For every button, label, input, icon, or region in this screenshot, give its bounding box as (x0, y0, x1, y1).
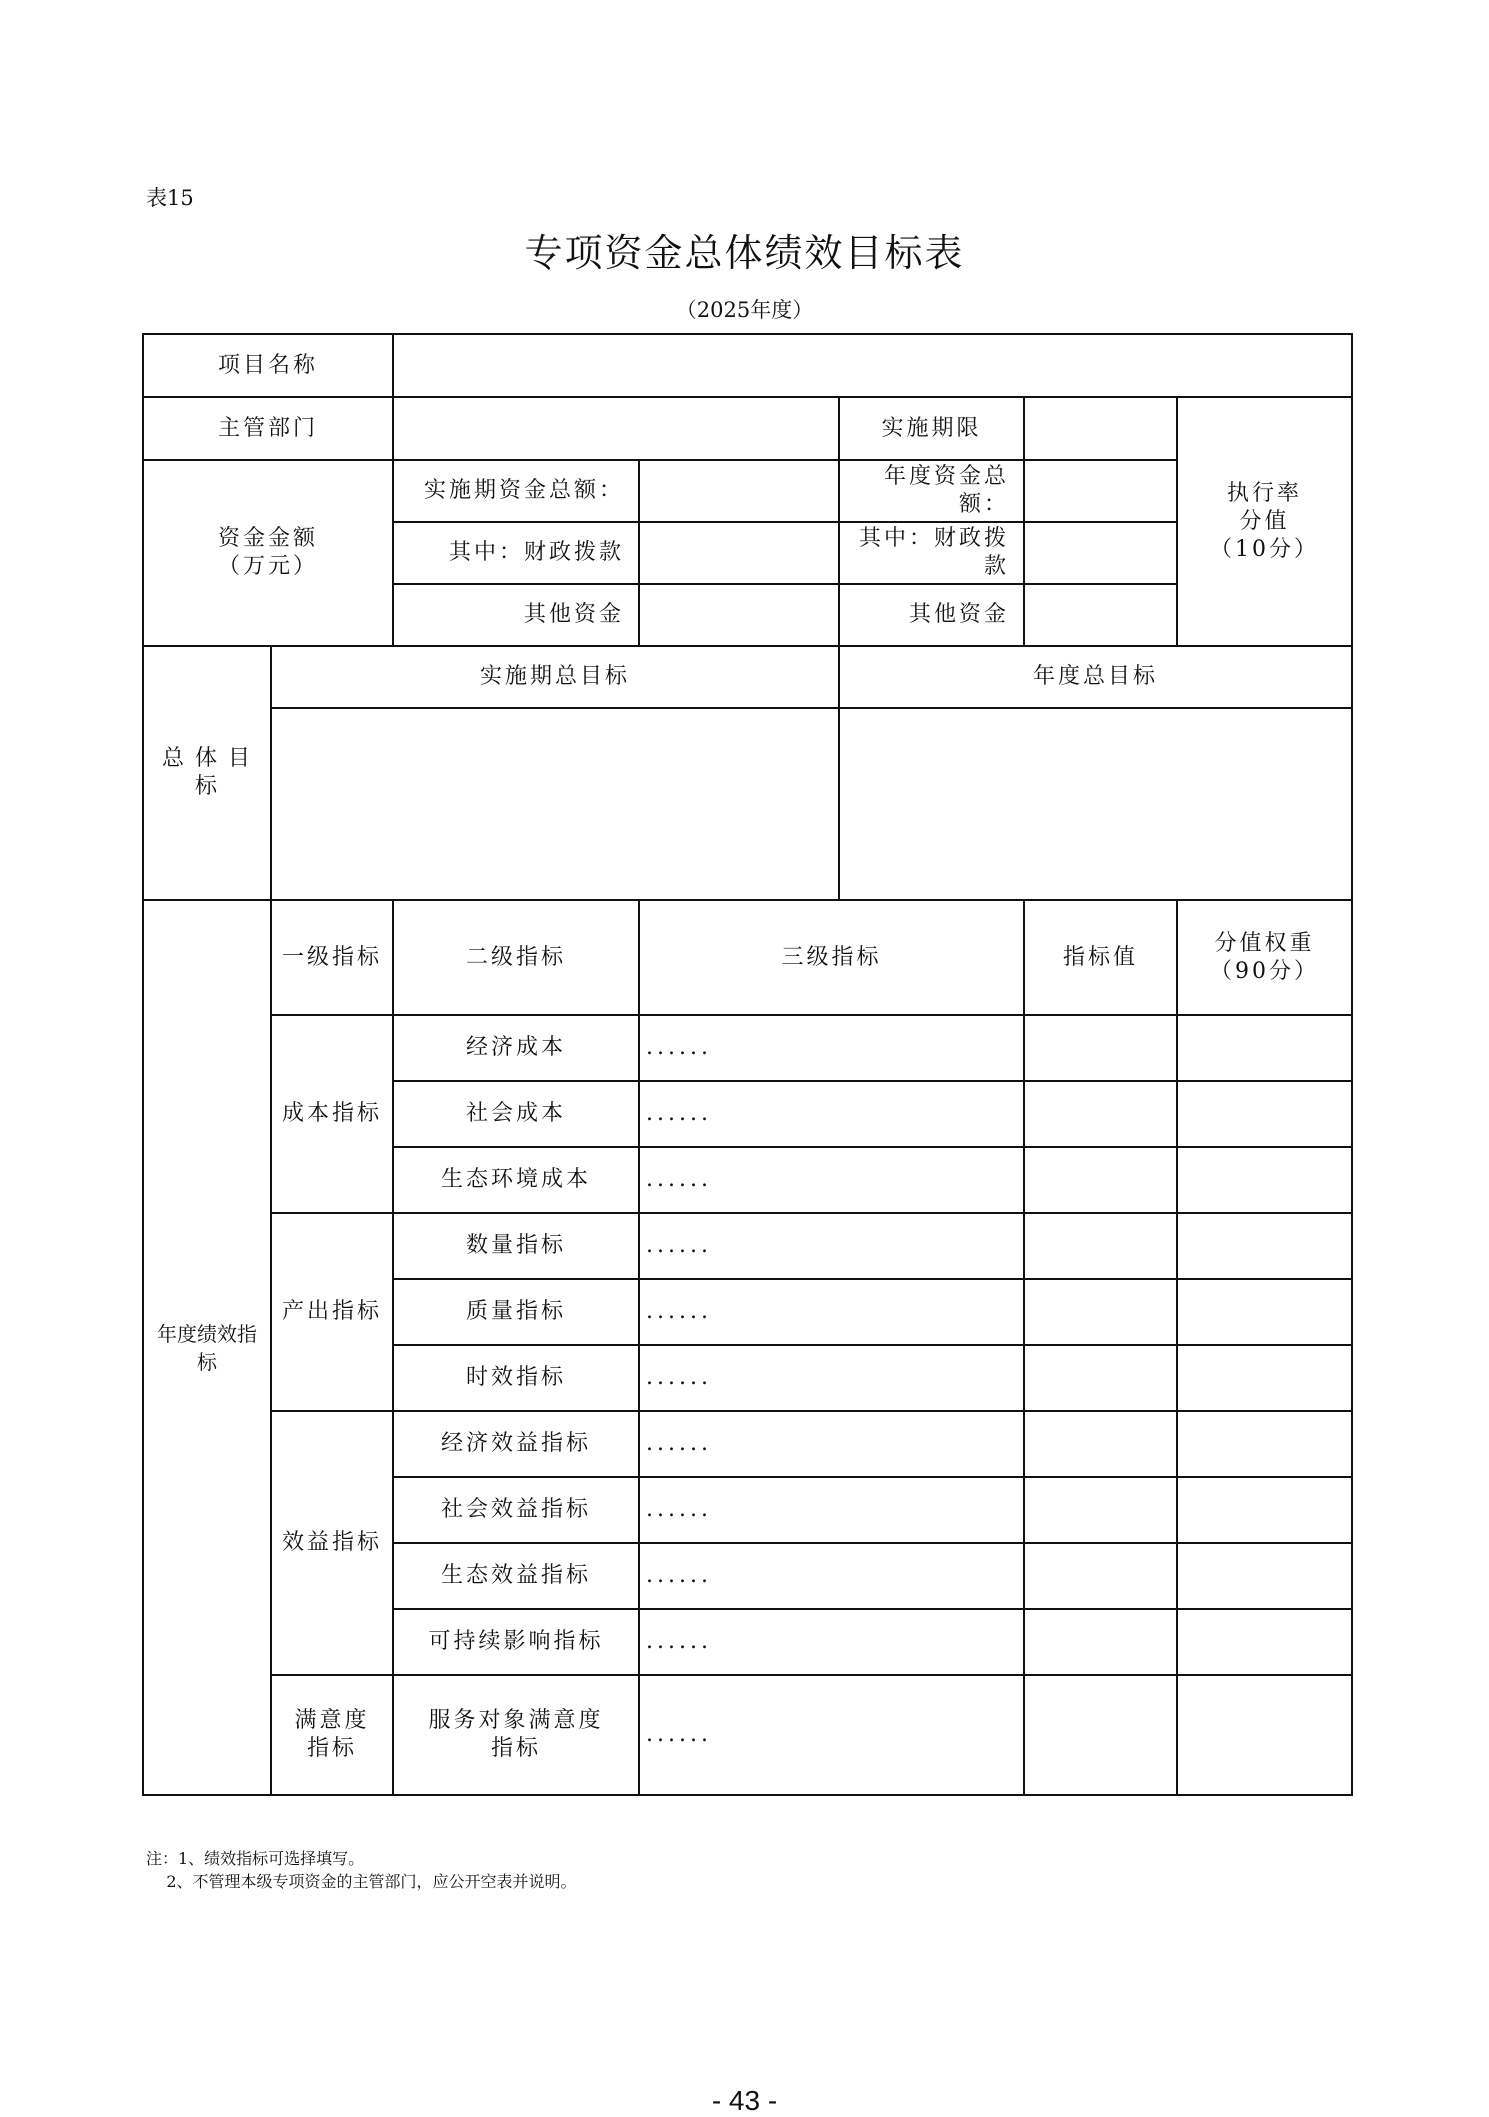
dept-cell[interactable] (393, 397, 839, 460)
eco-benefit-value[interactable] (1024, 1543, 1177, 1609)
timeliness-label: 时效指标 (393, 1345, 639, 1411)
eco-benefit-label: 生态效益指标 (393, 1543, 639, 1609)
sustainable-detail[interactable]: ...... (639, 1609, 1024, 1675)
footnote-1: 注：1、绩效指标可选择填写。 (146, 1849, 365, 1868)
social-cost-label: 社会成本 (393, 1081, 639, 1147)
exec-rate-cell (1177, 397, 1352, 646)
annual-other-funds-label: 其他资金 (839, 584, 1024, 646)
period-fiscal-label: 其中：财政拨款 (393, 522, 639, 584)
satisfaction-line1: 满意度 (294, 1708, 370, 1733)
quality-label: 质量指标 (393, 1279, 639, 1345)
satisfaction-line2: 指标 (307, 1736, 358, 1761)
eco-env-cost-detail[interactable]: ...... (639, 1147, 1024, 1213)
col-level1: 一级指标 (271, 900, 393, 1015)
annual-total-funds-label: 年度资金总额： (839, 460, 1024, 522)
footnotes (146, 1847, 577, 1893)
period-cell[interactable] (1024, 397, 1177, 460)
sustainable-label: 可持续影响指标 (393, 1609, 639, 1675)
timeliness-value[interactable] (1024, 1345, 1177, 1411)
annual-total-funds-cell[interactable] (1024, 460, 1177, 522)
exec-rate-line1: 执行率 (1227, 480, 1303, 506)
footnote-2: 2、不管理本级专项资金的主管部门，应公开空表并说明。 (146, 1872, 577, 1891)
overall-goal-label: 总 体 目 标 (143, 646, 271, 900)
project-name-label: 项目名称 (143, 334, 393, 397)
eco-benefit-weight[interactable] (1177, 1543, 1352, 1609)
table-number: 表15 (146, 186, 194, 210)
satisfaction-indicators-label (271, 1675, 393, 1795)
col-level2: 二级指标 (393, 900, 639, 1015)
sustainable-weight[interactable] (1177, 1609, 1352, 1675)
annual-fiscal-label: 其中：财政拨款 (839, 522, 1024, 584)
annual-goal-cell[interactable] (839, 708, 1352, 900)
annual-indicators-label: 年度绩效指标 (143, 900, 271, 1795)
service-satisfaction-value[interactable] (1024, 1675, 1177, 1795)
service-satisfaction-line1: 服务对象满意度 (428, 1708, 604, 1733)
economic-benefit-weight[interactable] (1177, 1411, 1352, 1477)
economic-cost-weight[interactable] (1177, 1015, 1352, 1081)
timeliness-weight[interactable] (1177, 1345, 1352, 1411)
social-benefit-detail[interactable]: ...... (639, 1477, 1024, 1543)
economic-cost-value[interactable] (1024, 1015, 1177, 1081)
sustainable-value[interactable] (1024, 1609, 1177, 1675)
quality-weight[interactable] (1177, 1279, 1352, 1345)
period-total-funds-cell[interactable] (639, 460, 839, 522)
period-other-funds-label: 其他资金 (393, 584, 639, 646)
annual-fiscal-cell[interactable] (1024, 522, 1177, 584)
social-cost-detail[interactable]: ...... (639, 1081, 1024, 1147)
quality-value[interactable] (1024, 1279, 1177, 1345)
quantity-value[interactable] (1024, 1213, 1177, 1279)
period-total-funds-label: 实施期资金总额： (393, 460, 639, 522)
exec-rate-line2: 分值 (1239, 508, 1290, 534)
funds-unit: （万元） (218, 554, 319, 579)
economic-cost-detail[interactable]: ...... (639, 1015, 1024, 1081)
benefit-indicators-label: 效益指标 (271, 1411, 393, 1675)
economic-benefit-detail[interactable]: ...... (639, 1411, 1024, 1477)
social-cost-value[interactable] (1024, 1081, 1177, 1147)
period-goal-label: 实施期总目标 (271, 646, 839, 708)
annual-goal-label: 年度总目标 (839, 646, 1352, 708)
funds-label-cell (143, 460, 393, 646)
quantity-detail[interactable]: ...... (639, 1213, 1024, 1279)
period-label: 实施期限 (839, 397, 1024, 460)
eco-benefit-detail[interactable]: ...... (639, 1543, 1024, 1609)
quantity-label: 数量指标 (393, 1213, 639, 1279)
eco-env-cost-weight[interactable] (1177, 1147, 1352, 1213)
col-value: 指标值 (1024, 900, 1177, 1015)
social-benefit-label: 社会效益指标 (393, 1477, 639, 1543)
service-satisfaction-line2: 指标 (491, 1736, 542, 1761)
economic-benefit-value[interactable] (1024, 1411, 1177, 1477)
period-other-funds-cell[interactable] (639, 584, 839, 646)
social-cost-weight[interactable] (1177, 1081, 1352, 1147)
period-fiscal-cell[interactable] (639, 522, 839, 584)
social-benefit-weight[interactable] (1177, 1477, 1352, 1543)
cost-indicators-label: 成本指标 (271, 1015, 393, 1213)
dept-label: 主管部门 (143, 397, 393, 460)
col-level3: 三级指标 (639, 900, 1024, 1015)
eco-env-cost-label: 生态环境成本 (393, 1147, 639, 1213)
exec-rate-line3: （10分） (1210, 536, 1320, 562)
document-year: （2025年度） (675, 298, 814, 322)
project-name-cell[interactable] (393, 334, 1352, 397)
period-goal-cell[interactable] (271, 708, 839, 900)
col-weight-line1: 分值权重 (1214, 930, 1315, 956)
col-weight-line2: （90分） (1210, 958, 1320, 984)
eco-env-cost-value[interactable] (1024, 1147, 1177, 1213)
service-satisfaction-detail[interactable]: ...... (639, 1675, 1024, 1795)
document-title: 专项资金总体绩效目标表 (524, 231, 965, 275)
output-indicators-label: 产出指标 (271, 1213, 393, 1411)
performance-target-table (142, 333, 1353, 1796)
social-benefit-value[interactable] (1024, 1477, 1177, 1543)
quantity-weight[interactable] (1177, 1213, 1352, 1279)
service-satisfaction-weight[interactable] (1177, 1675, 1352, 1795)
economic-cost-label: 经济成本 (393, 1015, 639, 1081)
col-weight (1177, 900, 1352, 1015)
page-number: - 43 - (711, 2085, 778, 2116)
annual-other-funds-cell[interactable] (1024, 584, 1177, 646)
quality-detail[interactable]: ...... (639, 1279, 1024, 1345)
timeliness-detail[interactable]: ...... (639, 1345, 1024, 1411)
service-satisfaction-label (393, 1675, 639, 1795)
funds-label: 资金金额 (218, 526, 319, 551)
economic-benefit-label: 经济效益指标 (393, 1411, 639, 1477)
